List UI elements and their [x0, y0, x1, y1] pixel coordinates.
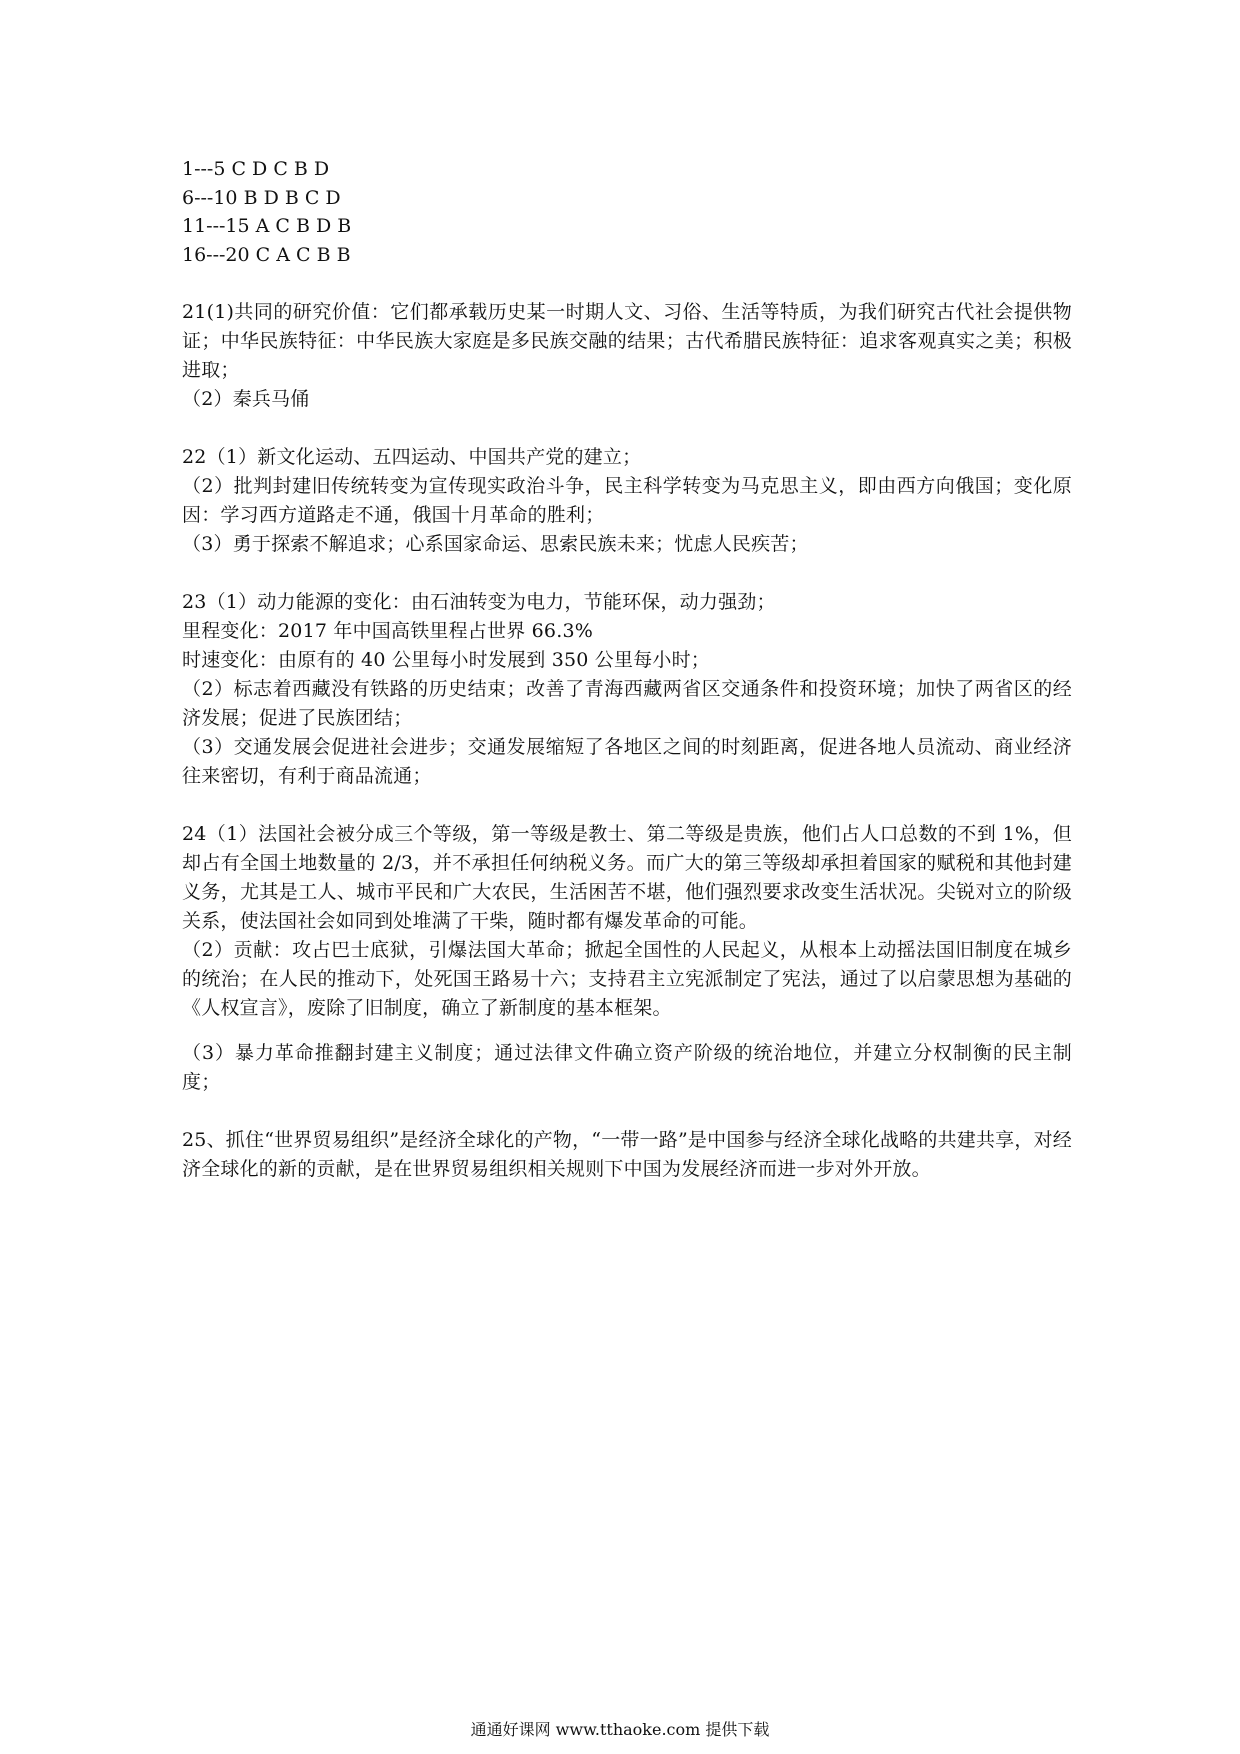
q21-part1: 21(1)共同的研究价值：它们都承载历史某一时期人文、习俗、生活等特质，为我们研究古代社会提供物证；中华民族特征：中华民族大家庭是多民族交融的结果；古代希腊民族特征：追求客观真实之美；积极进取；: [182, 301, 1072, 381]
q23-part2: （2）标志着西藏没有铁路的历史结束；改善了青海西藏两省区交通条件和投资环境；加快了两省区的经济发展；促进了民族团结；: [182, 678, 1072, 729]
q22-part3: （3）勇于探索不解追求；心系国家命运、思索民族未来；忧虑人民疾苦；: [182, 533, 809, 555]
q25-answer: 25、抓住“世界贸易组织”是经济全球化的产物，“一带一路”是中国参与经济全球化战略的共建共享，对经济全球化的新的贡献，是在世界贸易组织相关规则下中国为发展经济而进一步对外开放。: [182, 1129, 1072, 1180]
choice-answers-16-20: 16---20 C A C B B: [182, 243, 351, 266]
q23-part1: 23（1）动力能源的变化：由石油转变为电力，节能环保，动力强劲；: [182, 591, 776, 613]
q24-part2: （2）贡献：攻占巴士底狱，引爆法国大革命；掀起全国性的人民起义，从根本上动摇法国旧制度在城乡的统治；在人民的推动下，处死国王路易十六；支持君主立宪派制定了宪法，通过了以启蒙思想为基础的《人权宣言》，废除了旧制度，确立了新制度的基本框架。: [182, 939, 1072, 1019]
choice-answers-6-10: 6---10 B D B C D: [182, 186, 341, 209]
choice-answers-11-15: 11---15 A C B D B: [182, 215, 352, 237]
q23-part3: （3）交通发展会促进社会进步；交通发展缩短了各地区之间的时刻距离，促进各地人员流动、商业经济往来密切，有利于商品流通；: [182, 736, 1072, 787]
q22-part2: （2）批判封建旧传统转变为宣传现实政治斗争，民主科学转变为马克思主义，即由西方向俄国；变化原因：学习西方道路走不通，俄国十月革命的胜利；: [182, 475, 1072, 526]
choice-answers-1-5: 1---5 C D C B D: [182, 158, 330, 180]
q24-part1: 24（1）法国社会被分成三个等级，第一等级是教士、第二等级是贵族，他们占人口总数的不到 1%，但却占有全国土地数量的 2/3，并不承担任何纳税义务。而广大的第三等级却承担着国家的赋税和其他封建义务，尤其是工人、城市平民和广大农民，生活困苦不堪，他们强烈要求改变生活状况。尖锐对立的阶级关系，使法国社会如同到处堆满了干柴，随时都有爆发革命的可能。: [182, 823, 1072, 932]
footer-download-note: 通通好课网 www.tthaoke.com 提供下载: [470, 1720, 770, 1739]
q23-speed: 时速变化：由原有的 40 公里每小时发展到 350 公里每小时；: [182, 649, 711, 671]
q23-mileage: 里程变化：2017 年中国高铁里程占世界 66.3%: [182, 620, 593, 642]
answer-sheet: [182, 155, 1072, 1184]
q24-part3: （3）暴力革命推翻封建主义制度；通过法律文件确立资产阶级的统治地位，并建立分权制衡的民主制度；: [182, 1042, 1072, 1093]
q22-part1: 22（1）新文化运动、五四运动、中国共产党的建立；: [182, 446, 642, 468]
q21-part2: （2）秦兵马俑: [182, 388, 310, 410]
